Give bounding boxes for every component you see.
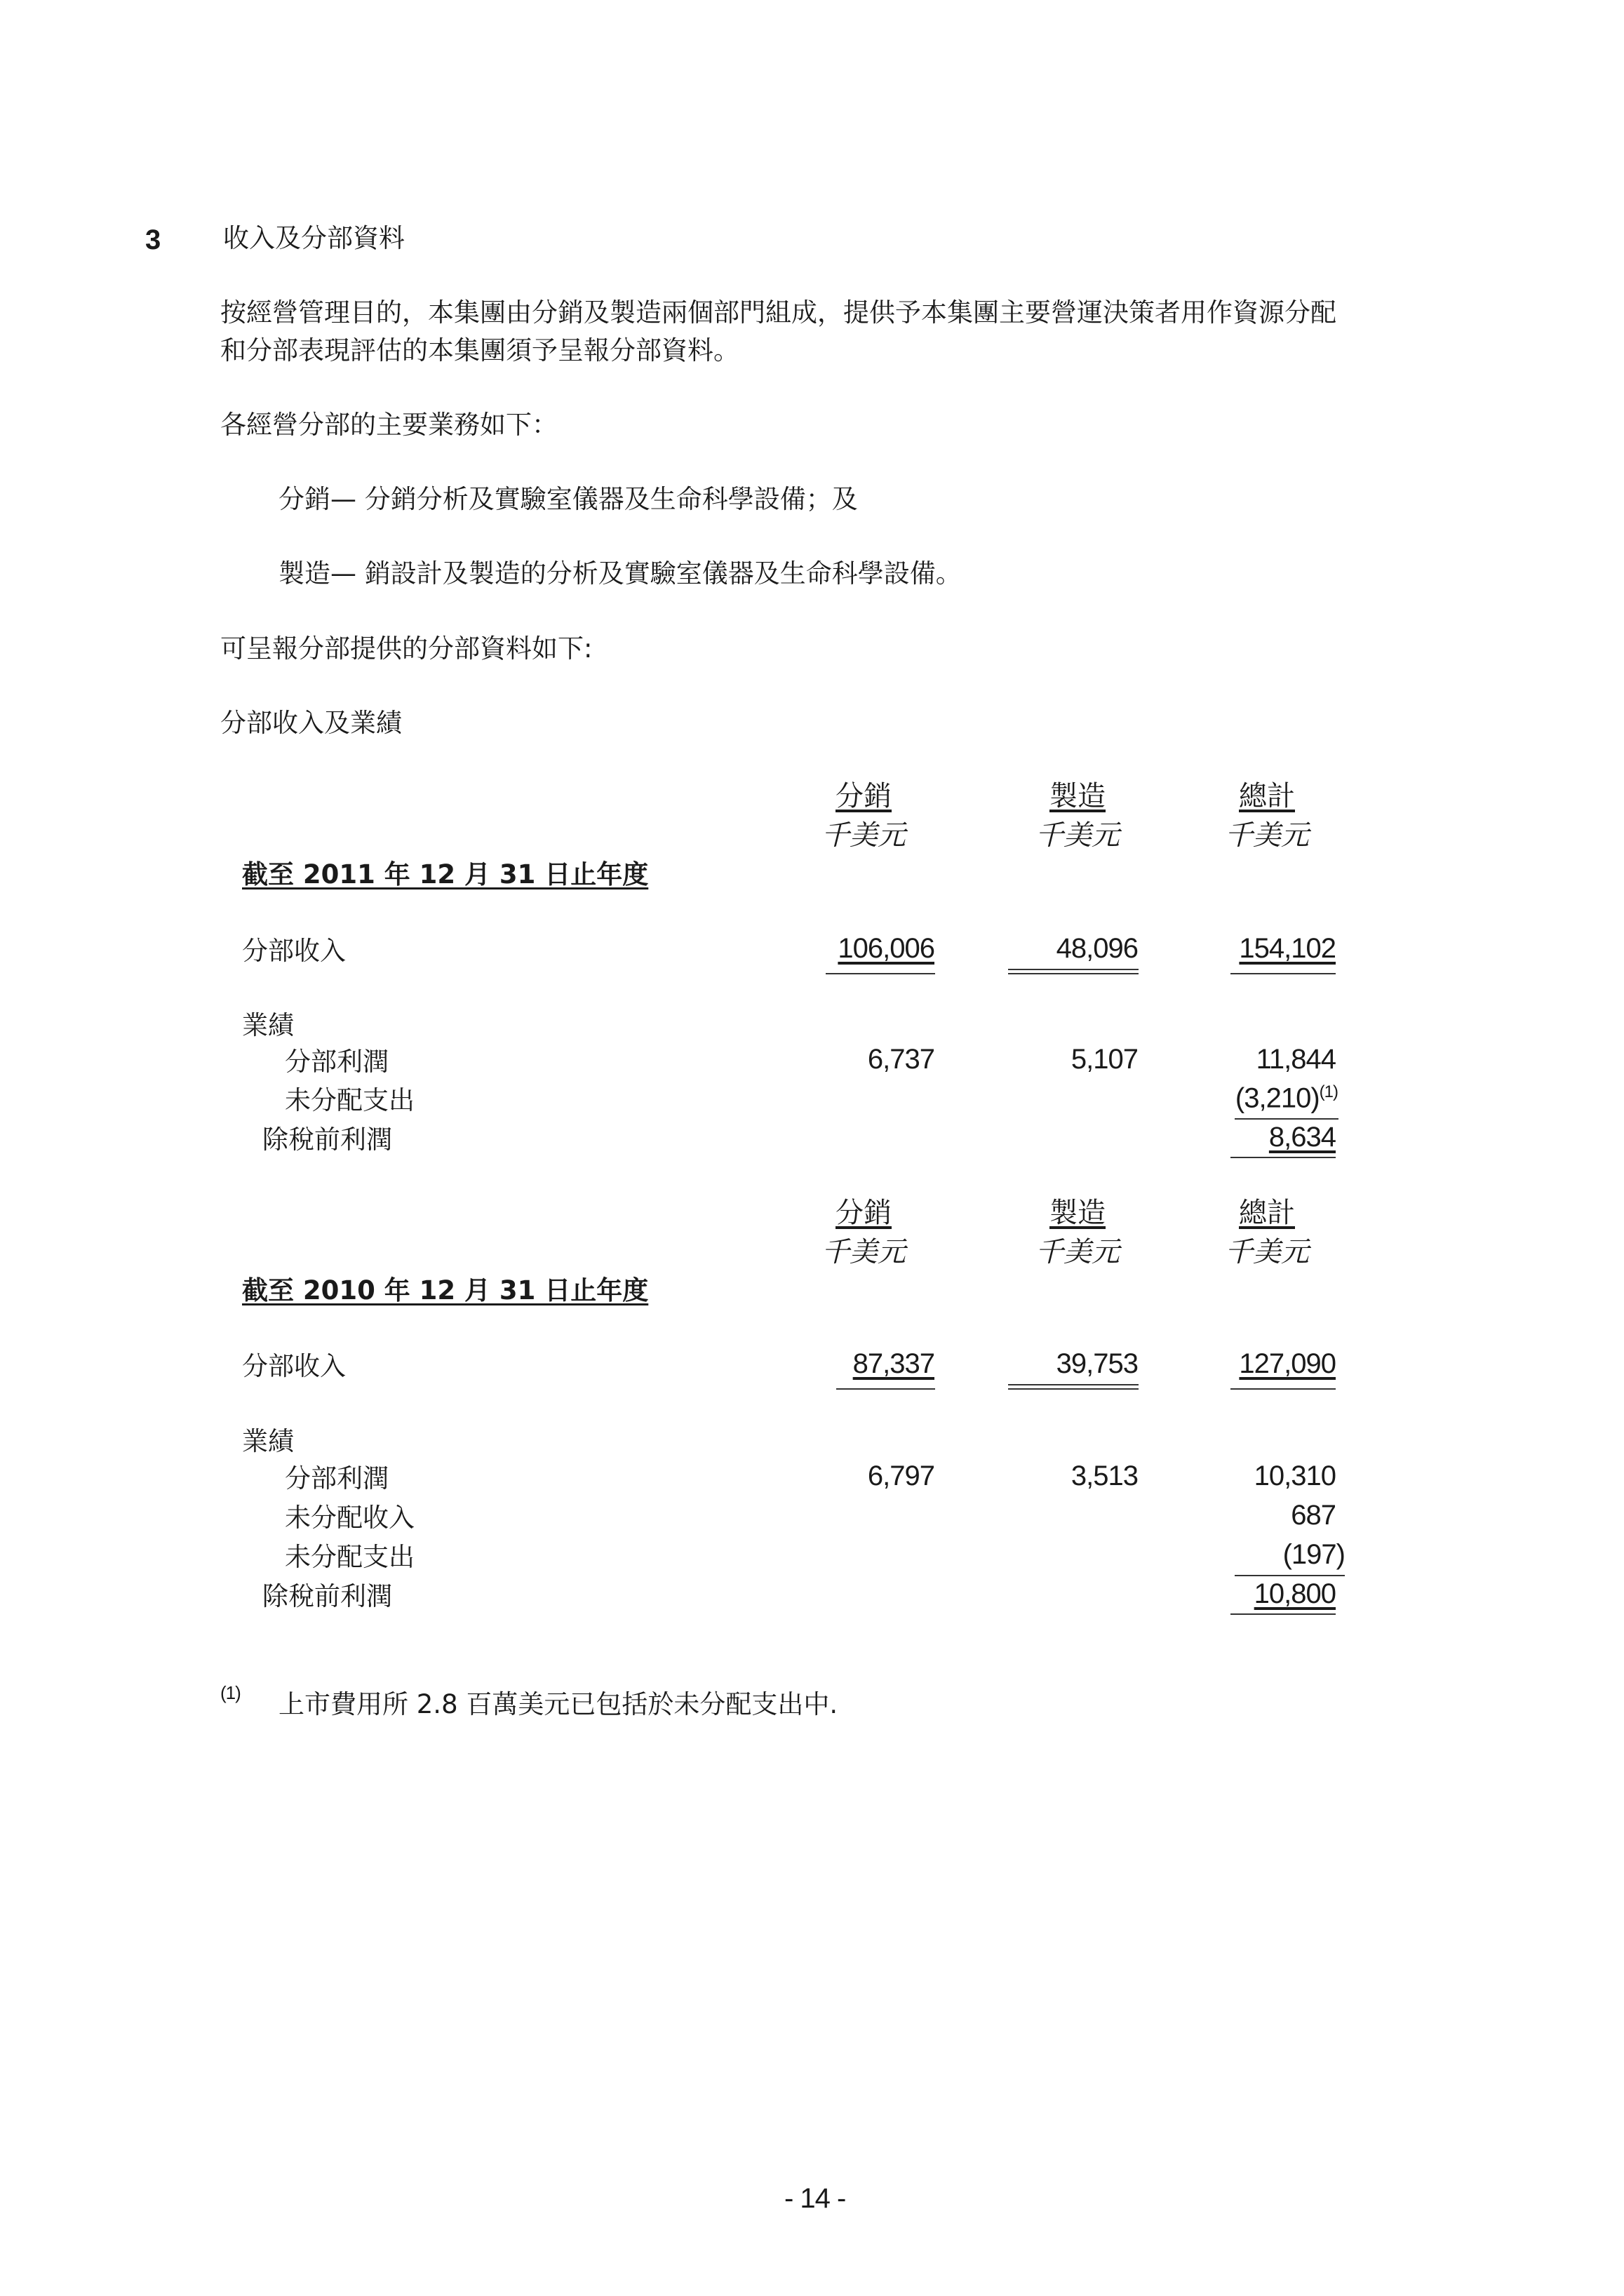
label-results-2010: 業績: [242, 1426, 294, 1456]
paragraph-2: 各經營分部的主要業務如下：: [220, 410, 558, 440]
footnote-marker: (1): [220, 1682, 241, 1703]
rule-unallocated-expense-2011: [1235, 1118, 1338, 1120]
double-rule-revenue-manufacturing-2010: [1008, 1388, 1139, 1390]
label-unallocated-expense-2011: 未分配支出: [285, 1085, 415, 1115]
footnote-text: 上市費用所 2.8 百萬美元已包括於未分配支出中.: [279, 1689, 838, 1719]
period-heading-2010: 截至 2010 年 12 月 31 日止年度: [242, 1275, 649, 1305]
profit-manufacturing-2010: 3,513: [1071, 1461, 1138, 1491]
double-rule-pbt-2011: [1230, 1157, 1336, 1158]
label-segment-revenue-2011: 分部收入: [242, 936, 346, 966]
col-header-manufacturing-2010: 製造: [1049, 1197, 1106, 1229]
profit-distribution-2011: 6,737: [867, 1044, 934, 1075]
label-segment-profit-2011: 分部利潤: [285, 1047, 389, 1077]
revenue-total-2010: 127,090: [1239, 1348, 1336, 1379]
paragraph-1-line-2: 和分部表現評估的本集團須予呈報分部資料。: [220, 335, 739, 365]
section-title: 收入及分部資料: [223, 223, 405, 253]
double-rule-revenue-total-2010: [1230, 1388, 1336, 1390]
col-header-total-2011: 總計: [1239, 780, 1295, 812]
profit-before-tax-total-2011: 8,634: [1268, 1122, 1336, 1153]
section-number: 3: [145, 224, 161, 255]
revenue-distribution-2010: 87,337: [852, 1348, 934, 1379]
rule-unallocated-expense-2010: [1235, 1575, 1345, 1576]
footnote-ref: (1): [1319, 1082, 1338, 1101]
profit-total-2011: 11,844: [1256, 1044, 1336, 1075]
label-profit-before-tax-2010: 除稅前利潤: [262, 1581, 392, 1611]
profit-manufacturing-2011: 5,107: [1071, 1044, 1138, 1075]
subheading: 分部收入及業績: [220, 708, 402, 738]
revenue-distribution-2011: 106,006: [838, 933, 934, 964]
unallocated-income-total-2010: 687: [1291, 1500, 1336, 1531]
paragraph-1-line-1: 按經營管理目的，本集團由分銷及製造兩個部門組成，提供予本集團主要營運決策者用作資源分配: [220, 297, 1336, 328]
rule-revenue-manufacturing-2011: [1008, 969, 1139, 970]
unit-manufacturing-2010: 千美元: [1035, 1236, 1120, 1268]
col-header-manufacturing-2011: 製造: [1049, 780, 1106, 812]
profit-before-tax-total-2010: 10,800: [1254, 1578, 1336, 1609]
page-number: - 14 -: [784, 2183, 846, 2214]
double-rule-revenue-total-2011: [1230, 973, 1336, 974]
unit-distribution-2011: 千美元: [821, 819, 906, 852]
profit-distribution-2010: 6,797: [867, 1461, 934, 1491]
profit-total-2010: 10,310: [1254, 1461, 1336, 1491]
unit-total-2010: 千美元: [1225, 1236, 1309, 1268]
unallocated-expense-total-2010: (197): [1282, 1539, 1345, 1570]
revenue-manufacturing-2011: 48,096: [1056, 933, 1138, 964]
unallocated-expense-total-2011: $(3,210)^{(1)}$: [1235, 1082, 1338, 1114]
label-profit-before-tax-2011: 除稅前利潤: [262, 1124, 392, 1155]
label-segment-revenue-2010: 分部收入: [242, 1351, 346, 1381]
double-rule-revenue-distribution-2011: [826, 973, 935, 974]
rule-revenue-manufacturing-2010: [1008, 1384, 1139, 1385]
col-header-total-2010: 總計: [1239, 1197, 1295, 1229]
label-results-2011: 業績: [242, 1010, 294, 1040]
col-header-distribution-2010: 分銷: [836, 1197, 892, 1229]
label-unallocated-income-2010: 未分配收入: [285, 1503, 415, 1533]
col-header-distribution-2011: 分銷: [836, 780, 892, 812]
unit-total-2011: 千美元: [1225, 819, 1309, 852]
label-unallocated-expense-2010: 未分配支出: [285, 1542, 415, 1572]
double-rule-pbt-2010: [1230, 1613, 1336, 1615]
period-heading-2011: 截至 2011 年 12 月 31 日止年度: [242, 859, 649, 889]
double-rule-revenue-distribution-2010: [836, 1388, 935, 1390]
revenue-manufacturing-2010: 39,753: [1056, 1348, 1138, 1379]
list-item-distribution: 分銷— 分銷分析及實驗室儀器及生命科學設備；及: [279, 484, 858, 514]
label-segment-profit-2010: 分部利潤: [285, 1463, 389, 1493]
unit-manufacturing-2011: 千美元: [1035, 819, 1120, 852]
revenue-total-2011: 154,102: [1239, 933, 1336, 964]
unit-distribution-2010: 千美元: [821, 1236, 906, 1268]
paragraph-3: 可呈報分部提供的分部資料如下:: [220, 633, 593, 664]
list-item-manufacturing: 製造— 銷設計及製造的分析及實驗室儀器及生命科學設備。: [279, 558, 962, 589]
double-rule-revenue-manufacturing-2011: [1008, 973, 1139, 974]
